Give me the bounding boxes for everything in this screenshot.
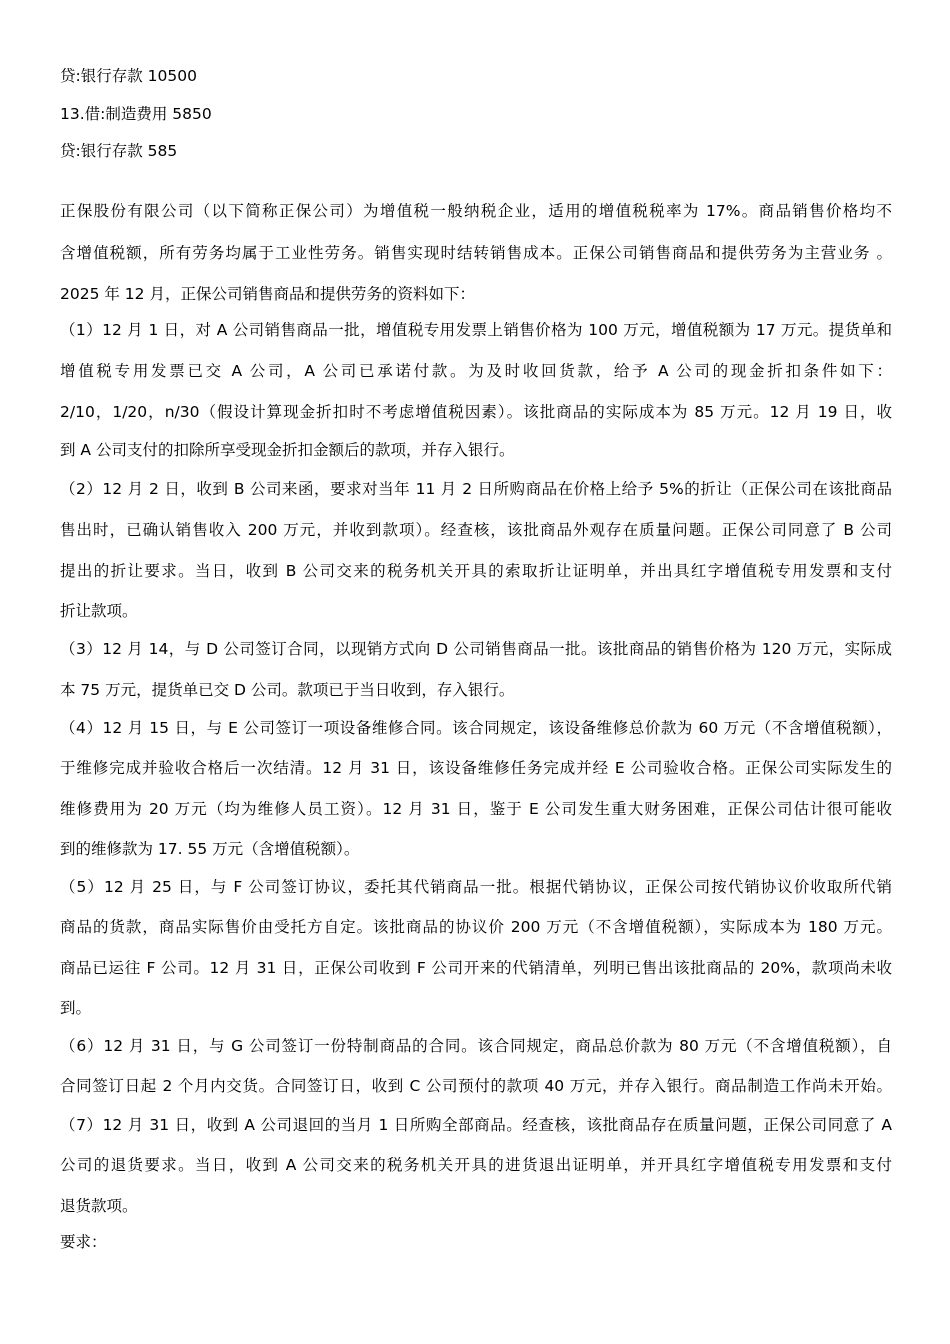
text-line: 到。	[60, 999, 92, 1017]
text-line: （7）12 月 31 日，收到 A 公司退回的当月 1 日所购全部商品。经查核，该批商品存在质量问题，正保公司同意了 A	[60, 1116, 892, 1134]
text-line: （5）12 月 25 日，与 F 公司签订协议，委托其代销商品一批。根据代销协议，正保公司按代销协议价收取所代销	[60, 878, 892, 896]
text-line: 要求：	[60, 1233, 107, 1251]
text-line: （3）12 月 14，与 D 公司签订合同，以现销方式向 D 公司销售商品一批。该批商品的销售价格为 120 万元，实际成	[60, 640, 892, 658]
text-line: 贷:银行存款 585	[60, 142, 178, 160]
text-line: （1）12 月 1 日，对 A 公司销售商品一批，增值税专用发票上销售价格为 100 万元，增值税额为 17 万元。提货单和	[60, 321, 892, 339]
text-line: 提出的折让要求。当日，收到 B 公司交来的税务机关开具的索取折让证明单，并出具红字增值税专用发票和支付	[60, 562, 892, 580]
text-line: （6）12 月 31 日，与 G 公司签订一份特制商品的合同。该合同规定，商品总价款为 80 万元（不含增值税额），自	[60, 1037, 892, 1055]
text-line: 正保股份有限公司（以下简称正保公司）为增值税一般纳税企业，适用的增值税税率为 17%。商品销售价格均不	[60, 202, 892, 220]
text-line: 到 A 公司支付的扣除所享受现金折扣金额后的款项，并存入银行。	[60, 441, 515, 459]
text-line: 折让款项。	[60, 602, 138, 620]
text-line: 维修费用为 20 万元（均为维修人员工资）。12 月 31 日，鉴于 E 公司发生重大财务困难，正保公司估计很可能收	[60, 800, 892, 818]
text-line: 贷:银行存款 10500	[60, 67, 197, 85]
text-line: 商品的货款，商品实际售价由受托方自定。该批商品的协议价 200 万元（不含增值税额），实际成本为 180 万元。	[60, 918, 892, 936]
text-line: 商品已运往 F 公司。12 月 31 日，正保公司收到 F 公司开来的代销清单，列明已售出该批商品的 20%，款项尚未收	[60, 959, 892, 977]
text-line: 13.借:制造费用 5850	[60, 105, 212, 123]
text-line: 合同签订日起 2 个月内交货。合同签订日，收到 C 公司预付的款项 40 万元，并存入银行。商品制造工作尚未开始。	[60, 1077, 892, 1095]
text-line: （4）12 月 15 日，与 E 公司签订一项设备维修合同。该合同规定，该设备维修总价款为 60 万元（不含增值税额），	[60, 719, 892, 737]
text-line: 2/10，1/20，n/30（假设计算现金折扣时不考虑增值税因素）。该批商品的实际成本为 85 万元。12 月 19 日，收	[60, 403, 892, 421]
text-line: 售出时，已确认销售收入 200 万元，并收到款项）。经查核，该批商品外观存在质量问题。正保公司同意了 B 公司	[60, 521, 892, 539]
text-line: 2025 年 12 月，正保公司销售商品和提供劳务的资料如下：	[60, 285, 475, 303]
text-line: 公司的退货要求。当日，收到 A 公司交来的税务机关开具的进货退出证明单，并开具红字增值税专用发票和支付	[60, 1156, 892, 1174]
text-line: 于维修完成并验收合格后一次结清。12 月 31 日，该设备维修任务完成并经 E 公司验收合格。正保公司实际发生的	[60, 759, 892, 777]
text-line: （2）12 月 2 日，收到 B 公司来函，要求对当年 11 月 2 日所购商品在价格上给予 5%的折让（正保公司在该批商品	[60, 480, 892, 498]
text-line: 含增值税额，所有劳务均属于工业性劳务。销售实现时结转销售成本。正保公司销售商品和提供劳务为主营业务 。	[60, 244, 892, 262]
text-line: 增值税专用发票已交 A 公司，A 公司已承诺付款。为及时收回货款，给予 A 公司的现金折扣条件如下：	[60, 362, 892, 380]
text-line: 退货款项。	[60, 1197, 138, 1215]
text-line: 到的维修款为 17. 55 万元（含增值税额）。	[60, 840, 360, 858]
text-line: 本 75 万元，提货单已交 D 公司。款项已于当日收到，存入银行。	[60, 681, 515, 699]
